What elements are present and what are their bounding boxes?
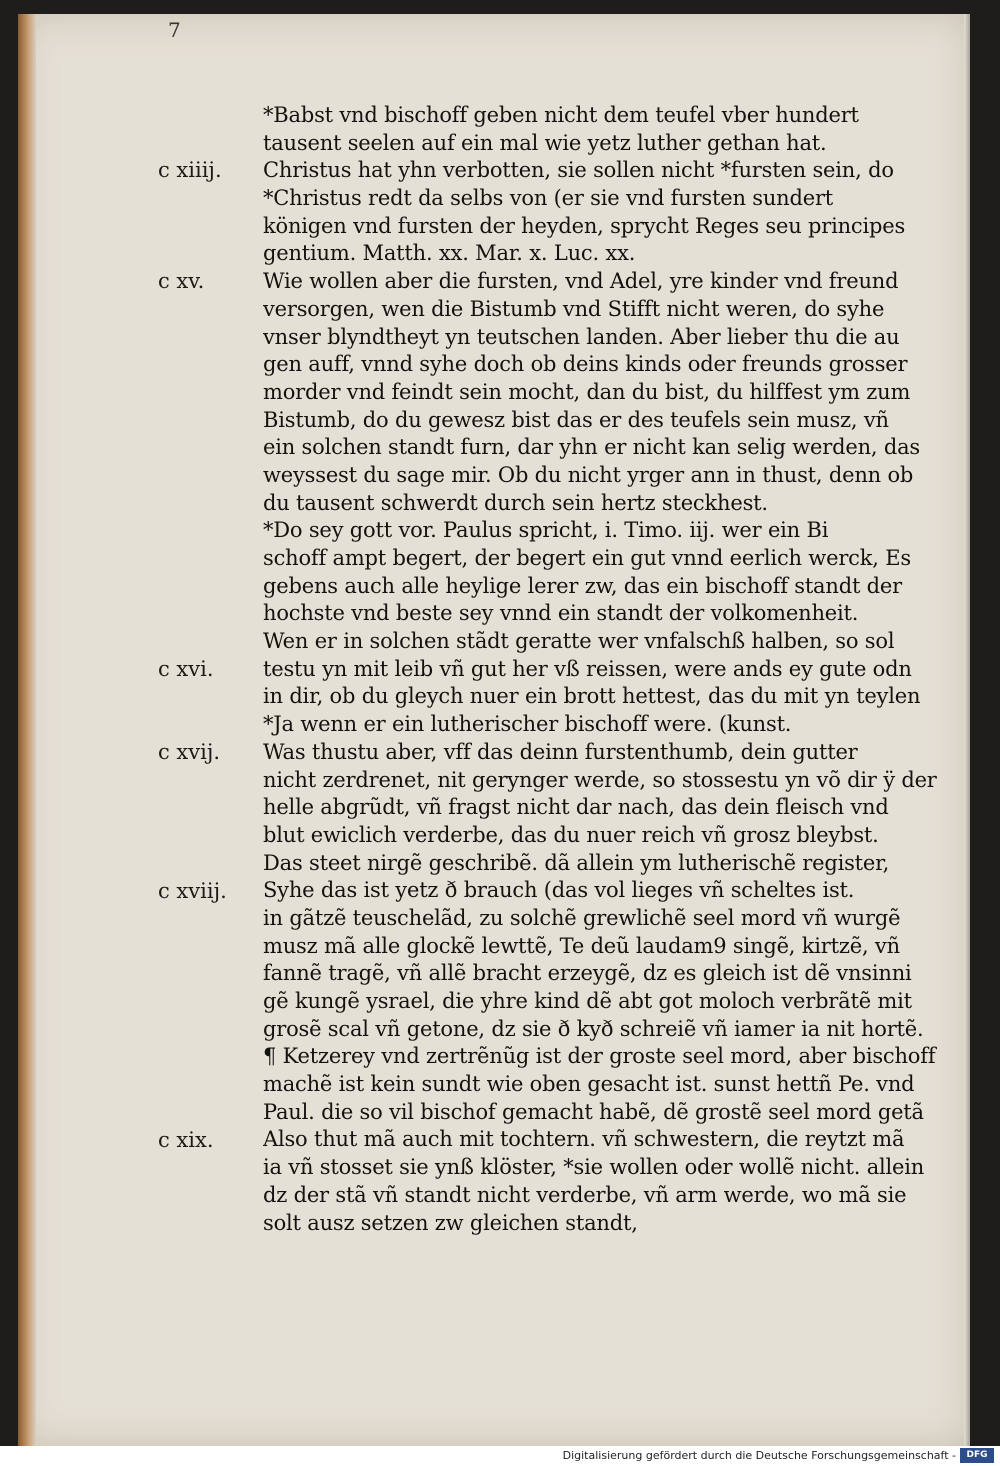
text-line: Bistumb, do du gewesz bist das er des teufels sein musz, vñ (263, 407, 889, 432)
margin-note: c xvi. (158, 657, 214, 681)
text-line: *Babst vnd bischoff geben nicht dem teufel vber hundert (263, 103, 859, 127)
text-line: blut ewiclich verderbe, das du nuer reich vñ grosz bleybst. (263, 822, 879, 847)
book-page (18, 14, 970, 1446)
text-line: nicht zerdrenet, nit gerynger werde, so stossestu yn võ dir ÿ der (263, 767, 937, 792)
footer-bar (0, 1446, 1000, 1466)
text-line: machẽ ist kein sundt wie oben gesacht ist. sunst hettñ Pe. vnd (263, 1072, 915, 1097)
margin-note: c xix. (158, 1127, 214, 1152)
text-line: ¶ Ketzerey vnd zertrẽnũg ist der groste seel mord, aber bischoff (263, 1044, 936, 1069)
text-line: fannẽ tragẽ, vñ allẽ bracht erzeygẽ, dz es gleich ist dẽ vnsinni (263, 961, 912, 986)
text-line: Also thut mã auch mit tochtern. vñ schwestern, die reytzt mã (263, 1127, 905, 1152)
text-line: versorgen, wen die Bistumb vnd Stifft nicht weren, do syhe (263, 296, 885, 321)
text-line: schoff ampt begert, der begert ein gut vnnd eerlich werck, Es (263, 546, 911, 570)
text-line: in gãtzẽ teuschelãd, zu solchẽ grewlichẽ seel mord vñ wurgẽ (263, 905, 901, 930)
corner-mark: 7 (168, 18, 181, 42)
dfg-logo: DFG (960, 1448, 994, 1463)
margin-note: c xviij. (158, 878, 227, 903)
text-line: helle abgrũdt, vñ fragst nicht dar nach, das dein fleisch vnd (263, 795, 889, 820)
text-line: testu yn mit leib vñ gut her vß reissen, were ands ey gute odn (263, 656, 912, 681)
margin-note: c xvij. (158, 740, 221, 765)
text-line: königen vnd fursten der heyden, sprycht Reges seu principes (263, 213, 906, 238)
text-line: in dir, ob du gleych nuer ein brott hettest, das du mit yn teylen (263, 684, 921, 709)
book-spine (18, 14, 36, 1446)
text-line: *Do sey gott vor. Paulus spricht, i. Timo. iij. wer ein Bi (263, 518, 829, 543)
text-line: Das steet nirgẽ geschribẽ. dã allein ym lutherischẽ register, (263, 850, 890, 875)
text-line: Syhe das ist yetz ð brauch (das vol lieges vñ scheltes ist. (263, 878, 855, 903)
text-line: solt ausz setzen zw gleichen standt, (263, 1210, 638, 1235)
text-line: Paul. die so vil bischof gemacht habẽ, dẽ grostẽ seel mord getã (263, 1099, 924, 1124)
text-line: dz der stã vñ standt nicht verderbe, vñ arm werde, wo mã sie (263, 1182, 907, 1207)
text-line: *Christus redt da selbs von (er sie vnd fursten sundert (263, 186, 834, 211)
text-line: Wie wollen aber die fursten, vnd Adel, yre kinder vnd freund (263, 269, 899, 294)
text-line: gebens auch alle heylige lerer zw, das ein bischoff standt der (263, 573, 902, 598)
funding-credit: Digitalisierung gefördert durch die Deutsche Forschungsgemeinschaft - (562, 1449, 956, 1462)
text-line: gẽ kungẽ ysrael, die yhre kind dẽ abt got moloch verbrãtẽ mit (263, 989, 912, 1013)
margin-note: c xv. (158, 269, 205, 294)
text-line: Wen er in solchen stãdt geratte wer vnfalschß halben, so sol (263, 629, 895, 654)
text-line: gen auff, vnnd syhe doch ob deins kinds oder freunds grosser (263, 352, 908, 377)
text-line: Christus hat yhn verbotten, sie sollen nicht *fursten sein, do (263, 158, 894, 183)
text-line: weyssest du sage mir. Ob du nicht yrger ann in thust, denn ob (263, 462, 914, 487)
text-line: musz mã alle glockẽ lewttẽ, Te deũ laudam9 singẽ, kirtzẽ, vñ (263, 933, 900, 958)
text-line: gentium. Matth. xx. Mar. x. Luc. xx. (263, 241, 636, 266)
text-line: *Ja wenn er ein lutherischer bischoff were. (kunst. (263, 712, 792, 737)
text-line: tausent seelen auf ein mal wie yetz luther gethan hat. (263, 130, 827, 155)
margin-note: c xiiij. (158, 158, 222, 183)
text-line: du tausent schwerdt durch sein hertz steckhest. (263, 490, 768, 515)
text-line: Was thustu aber, vff das deinn furstenthumb, dein gutter (263, 739, 858, 764)
text-line: grosẽ scal vñ getone, dz sie ð kyð schreiẽ vñ iamer ia nit hortẽ. (263, 1016, 924, 1041)
text-line: vnser blyndtheyt yn teutschen landen. Aber lieber thu die au (263, 324, 900, 349)
text-line: ia vñ stosset sie ynß klöster, *sie wollen oder wollẽ nicht. allein (263, 1155, 925, 1180)
text-line: hochste vnd beste sey vnnd ein standt der volkomenheit. (263, 601, 859, 626)
text-line: morder vnd feindt sein mocht, dan du bist, du hilffest ym zum (263, 379, 911, 404)
text-line: ein solchen standt furn, dar yhn er nicht kan selig werden, das (263, 435, 921, 460)
body-text (263, 102, 968, 1237)
